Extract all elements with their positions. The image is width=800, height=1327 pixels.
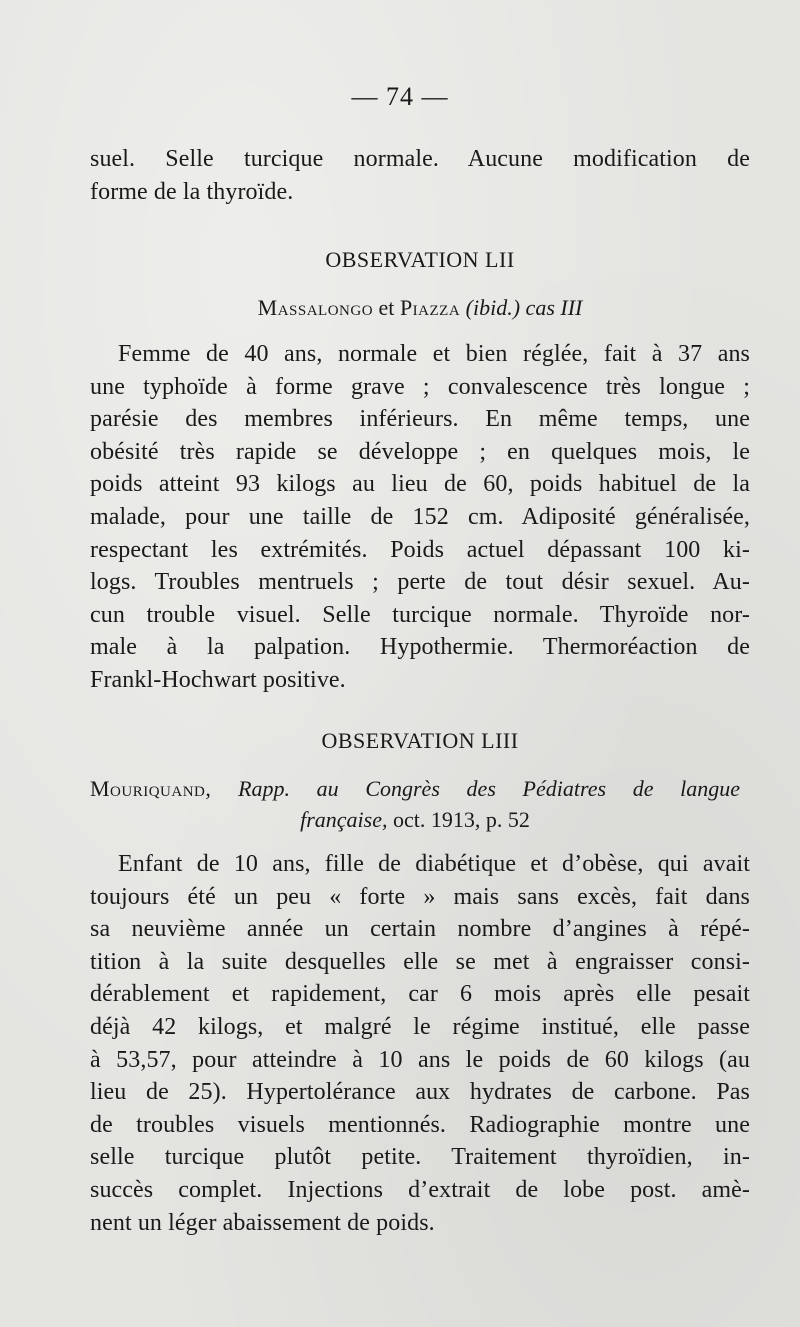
text-line: forme de la thyroïde. [90,178,294,205]
reference-date: oct. 1913, p. 52 [393,807,530,832]
reference-line [90,773,740,804]
text-line: déjà 42 kilogs, et malgré le régime institué, elle passe [90,1013,750,1040]
observation-52-byline [0,295,800,321]
text-line: sa neuvième année un certain nombre d’angines à répé- [90,916,750,943]
text-line: suel. Selle turcique normale. Aucune modification de [90,146,750,172]
author-name: Mouriquand, [90,776,212,801]
author-name: Piazza [399,295,461,320]
text-line: respectant les extrémités. Poids actuel dépassant 100 ki- [90,536,750,563]
text-line: parésie des membres inférieurs. En même temps, une [90,406,750,433]
observation-53-body [90,848,750,1239]
intro-paragraph [90,143,750,208]
text-line: tition à la suite desquelles elle se met à engraisser consi- [90,948,750,975]
text-line: succès complet. Injections d’extrait de lobe post. amè- [90,1176,750,1203]
text-line: Frankl-Hochwart positive. [90,666,346,693]
observation-53-byline [90,773,740,835]
text-line: malade, pour une taille de 152 cm. Adiposité généralisée, [90,503,750,530]
text-line: selle turcique plutôt petite. Traitement thyroïdien, in- [90,1144,750,1171]
text-line: lieu de 25). Hypertolérance aux hydrates de carbone. Pas [90,1079,750,1106]
reference-title: Rapp. au Congrès des Pédiatres de langue [238,776,741,801]
reference-line [90,804,740,835]
reference-title-end: française, [300,807,388,832]
text-line: dérablement et rapidement, car 6 mois après elle pesait [90,981,750,1008]
text-line: toujours été un peu « forte » mais sans excès, fait dans [90,883,750,910]
observation-52-body [90,338,750,697]
observation-52-title: OBSERVATION LII [325,247,515,272]
reference: (ibid.) cas III [465,295,583,320]
page-number: — 74 — [351,82,449,111]
text-line: cun trouble visuel. Selle turcique normale. Thyroïde nor- [90,601,750,628]
text-line: à 53,57, pour atteindre à 10 ans le poids de 60 kilogs (au [90,1046,750,1073]
text-line: Enfant de 10 ans, fille de diabétique et d’obèse, qui avait [118,851,750,877]
observation-53-title: OBSERVATION LIII [321,728,519,753]
author-name: Massalongo [257,295,374,320]
text-line: obésité très rapide se développe ; en quelques mois, le [90,438,750,465]
text-line: de troubles visuels mentionnés. Radiographie montre une [90,1111,750,1138]
conjunction: et [378,295,395,320]
text-line: une typhoïde à forme grave ; convalescence très longue ; [90,373,750,400]
text-line: logs. Troubles mentruels ; perte de tout désir sexuel. Au- [90,569,750,596]
text-line: Femme de 40 ans, normale et bien réglée, fait à 37 ans [118,341,750,367]
text-line: poids atteint 93 kilogs au lieu de 60, poids habituel de la [90,471,750,498]
text-line: male à la palpation. Hypothermie. Thermoréaction de [90,634,750,661]
text-line: nent un léger abaissement de poids. [90,1209,435,1236]
